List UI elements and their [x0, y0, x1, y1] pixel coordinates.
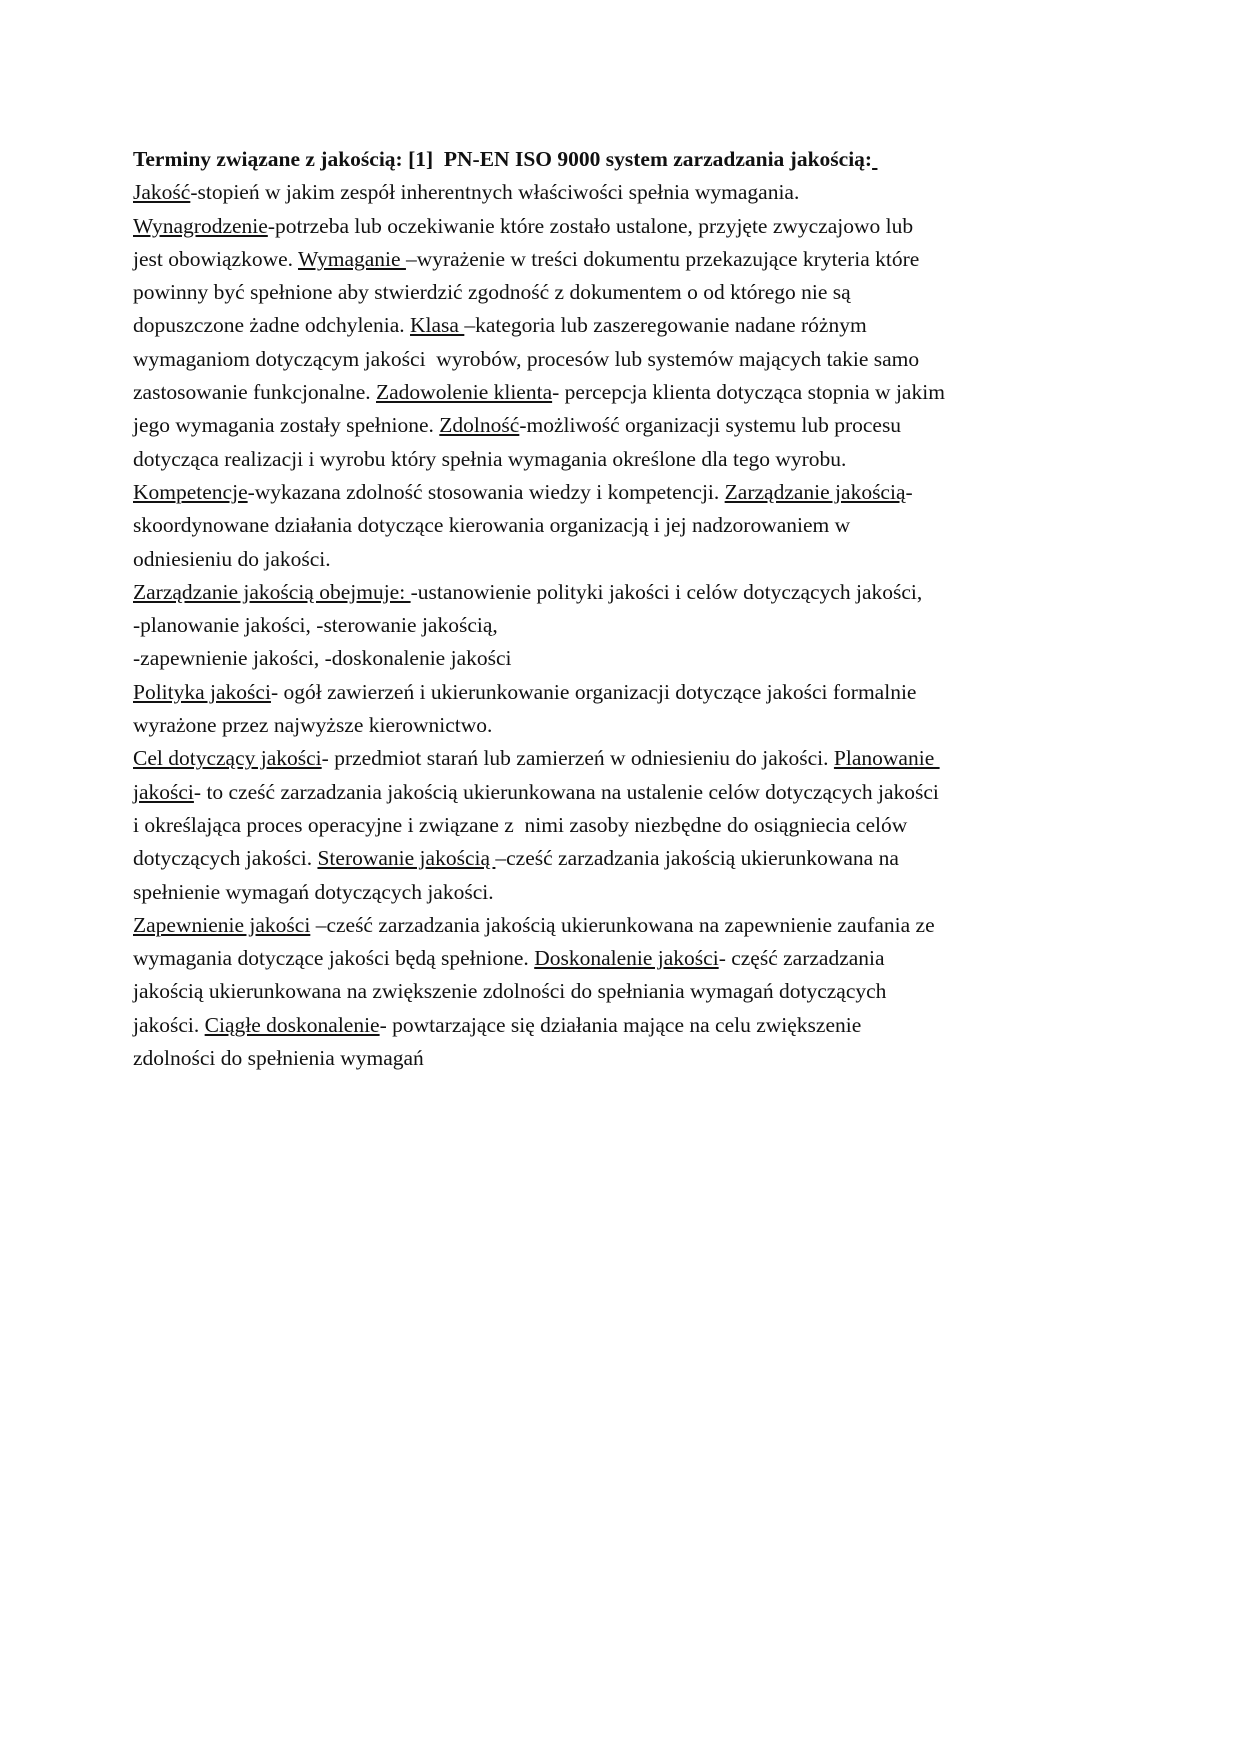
- text-line: [133, 1009, 1133, 1042]
- text-line: [133, 1042, 1133, 1075]
- body-text: jakością ukierunkowana na zwiększenie zdolności do spełniania wymagań dotyczących: [133, 979, 887, 1004]
- text-line: [133, 543, 1133, 576]
- body-text: –wyrażenie w treści dokumentu przekazujące kryteria które: [405, 246, 920, 271]
- text-line: [133, 309, 1133, 342]
- document-body: [133, 143, 1133, 1075]
- text-line: [133, 676, 1133, 709]
- underlined-term: Wynagrodzenie: [133, 213, 268, 238]
- text-line: [133, 942, 1133, 975]
- body-text: i określająca proces operacyjne i związane z nimi zasoby niezbędne do osiągniecia celów: [133, 812, 908, 837]
- body-text: wyrażone przez najwyższe kierownictwo.: [133, 713, 493, 738]
- body-text: odniesieniu do jakości.: [133, 546, 331, 571]
- body-text: -możliwość organizacji systemu lub procesu: [519, 413, 902, 438]
- text-line: [133, 143, 1133, 176]
- text-line: [133, 343, 1133, 376]
- body-text: -: [905, 479, 913, 504]
- body-text: - część zarzadzania: [718, 946, 885, 971]
- body-text: zastosowanie funkcjonalne.: [133, 380, 376, 405]
- body-text: -potrzeba lub oczekiwanie które zostało ustalone, przyjęte zwyczajowo lub: [267, 213, 914, 238]
- body-text: - przedmiot starań lub zamierzeń w odniesieniu do jakości.: [321, 746, 834, 771]
- underlined-term: jakości: [133, 779, 194, 804]
- body-text: wymagania dotyczące jakości będą spełnione.: [133, 946, 535, 971]
- text-line: [133, 642, 1133, 675]
- underlined-term: Zadowolenie klienta: [376, 380, 553, 405]
- body-text: - ogół zawierzeń i ukierunkowanie organizacji dotyczące jakości formalnie: [270, 679, 917, 704]
- underlined-term: Sterowanie jakością: [317, 846, 496, 871]
- body-text: -ustanowienie polityki jakości i celów dotyczących jakości,: [410, 579, 923, 604]
- underlined-term: Polityka jakości: [133, 679, 271, 704]
- text-line: [133, 975, 1133, 1008]
- body-text: dopuszczone żadne odchylenia.: [133, 313, 410, 338]
- body-text: jego wymagania zostały spełnione.: [133, 413, 440, 438]
- text-line: [133, 709, 1133, 742]
- text-line: [133, 509, 1133, 542]
- body-text: skoordynowane działania dotyczące kierowania organizacją i jej nadzorowaniem w: [133, 513, 851, 538]
- body-text: -stopień w jakim zespół inherentnych właściwości spełnia wymagania.: [190, 180, 800, 205]
- underlined-term: Zapewnienie jakości: [133, 912, 311, 937]
- body-text: powinny być spełnione aby stwierdzić zgodność z dokumentem o od którego nie są: [133, 280, 851, 305]
- text-line: [133, 243, 1133, 276]
- body-text: - to cześć zarzadzania jakością ukierunkowana na ustalenie celów dotyczących jakości: [193, 779, 939, 804]
- underlined-term: Doskonalenie jakości: [534, 946, 719, 971]
- underlined-term: Zarządzanie jakością obejmuje:: [133, 579, 411, 604]
- text-line: [133, 909, 1133, 942]
- text-line: [133, 609, 1133, 642]
- body-text: jakości.: [133, 1012, 205, 1037]
- bold-text: Terminy związane z jakością: [1] PN-EN ISO 9000 system zarzadzania jakością:: [133, 147, 873, 171]
- body-text: –cześć zarzadzania jakością ukierunkowana na zapewnienie zaufania ze: [310, 912, 935, 937]
- underlined-term: Jakość: [133, 180, 191, 205]
- body-text: wymaganiom dotyczącym jakości wyrobów, procesów lub systemów mających takie samo: [133, 346, 920, 371]
- text-line: [133, 876, 1133, 909]
- text-line: [133, 176, 1133, 209]
- body-text: –cześć zarzadzania jakością ukierunkowana na: [495, 846, 899, 871]
- body-text: -planowanie jakości, -sterowanie jakością,: [133, 613, 498, 638]
- body-text: -wykazana zdolność stosowania wiedzy i kompetencji.: [247, 479, 725, 504]
- body-text: - percepcja klienta dotycząca stopnia w jakim: [552, 380, 945, 405]
- body-text: –kategoria lub zaszeregowanie nadane różnym: [464, 313, 867, 338]
- body-text: dotyczących jakości.: [133, 846, 318, 871]
- underlined-term: Wymaganie: [298, 246, 406, 271]
- body-text: zdolności do spełnienia wymagań: [133, 1046, 424, 1071]
- body-text: dotycząca realizacji i wyrobu który spełnia wymagania określone dla tego wyrobu.: [133, 446, 847, 471]
- underlined-term: Kompetencje: [133, 479, 248, 504]
- body-text: -zapewnienie jakości, -doskonalenie jakości: [133, 646, 512, 671]
- underlined-term: Planowanie: [833, 746, 940, 771]
- underlined-term: Ciągłe doskonalenie: [204, 1012, 380, 1037]
- underlined-term: Zdolność: [439, 413, 520, 438]
- underlined-term: Cel dotyczący jakości: [133, 746, 322, 771]
- text-line: [133, 276, 1133, 309]
- body-text: jest obowiązkowe.: [133, 246, 298, 271]
- body-text: spełnienie wymagań dotyczących jakości.: [133, 879, 494, 904]
- text-line: [133, 409, 1133, 442]
- text-line: [133, 210, 1133, 243]
- underlined-term: [872, 147, 877, 171]
- text-line: [133, 576, 1133, 609]
- text-line: [133, 842, 1133, 875]
- underlined-term: Zarządzanie jakością: [724, 479, 906, 504]
- text-line: [133, 476, 1133, 509]
- text-line: [133, 776, 1133, 809]
- body-text: - powtarzające się działania mające na celu zwiększenie: [379, 1012, 862, 1037]
- text-line: [133, 809, 1133, 842]
- underlined-term: Klasa: [410, 313, 465, 338]
- text-line: [133, 742, 1133, 775]
- text-line: [133, 376, 1133, 409]
- text-line: [133, 443, 1133, 476]
